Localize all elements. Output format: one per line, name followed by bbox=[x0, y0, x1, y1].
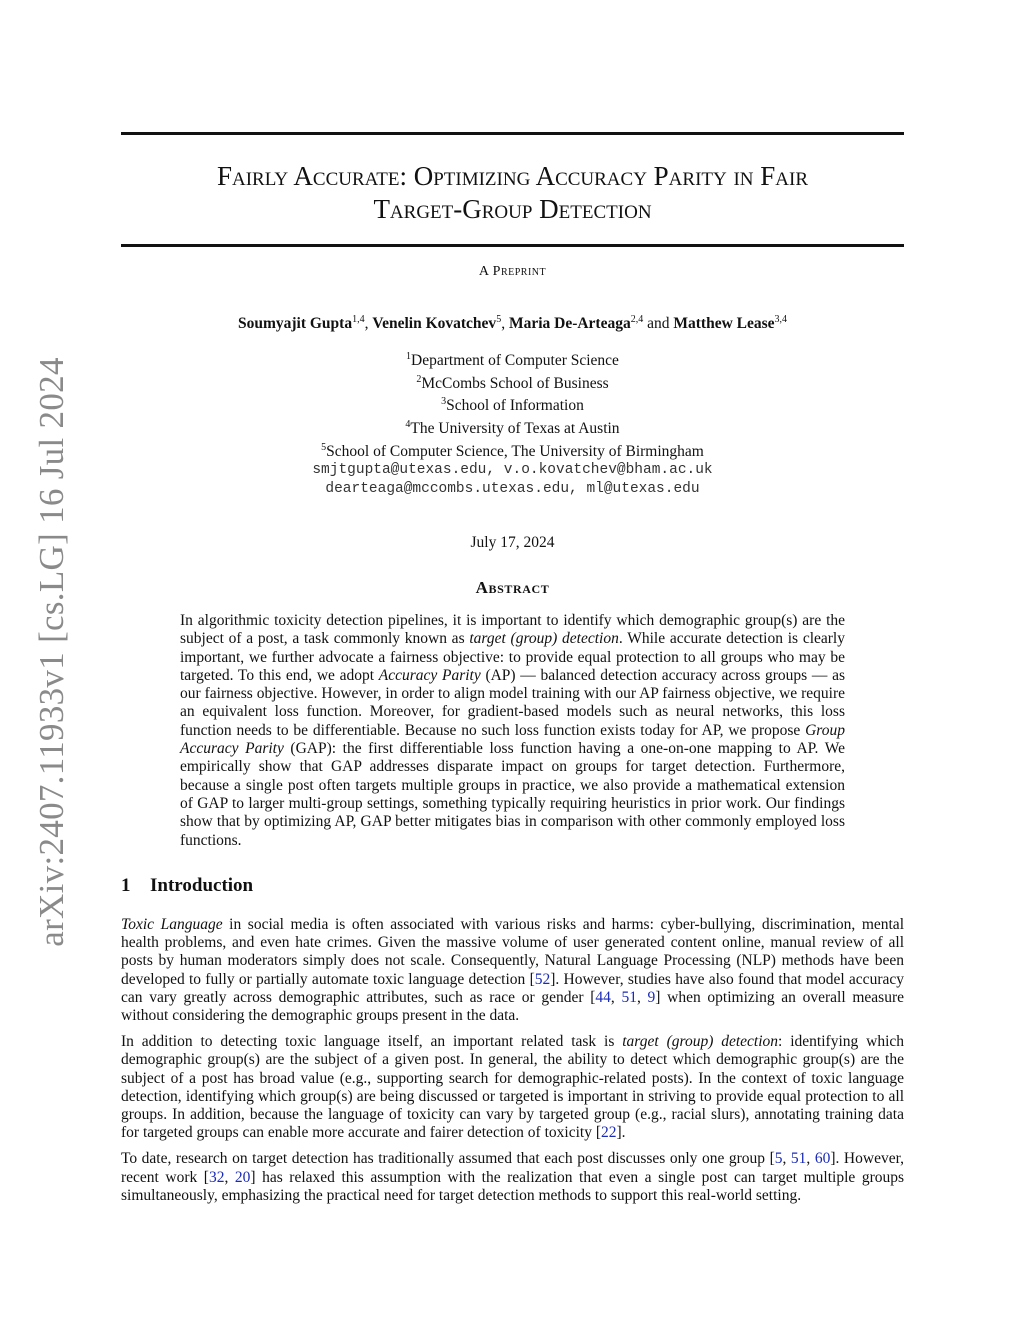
citation-link[interactable]: 32 bbox=[208, 1168, 225, 1186]
title-bottom-rule bbox=[121, 244, 904, 247]
paragraph-segment: ]. bbox=[616, 1124, 626, 1142]
preprint-label: A Preprint bbox=[478, 264, 547, 279]
author-separator: , bbox=[501, 315, 509, 333]
arxiv-stamp: arXiv:2407.11933v1 [cs.LG] 16 Jul 2024 bbox=[32, 357, 71, 947]
author-name: Maria De-Arteaga bbox=[508, 315, 631, 333]
abstract-segment: (AP) — balanced detection accuracy across groups — as our fairness objective. However, in order to align model training with our AP fairness objective, we require an equivalent loss function. Moreover, for gradient-based models such as neural networks, this loss function needs to be differentiable. Because no such loss function exists today for AP, we propose bbox=[180, 666, 846, 739]
author-name: Venelin Kovatchev bbox=[372, 315, 497, 333]
author-affil-sup: 2,4 bbox=[630, 314, 644, 325]
abstract-segment: (GAP): the first differentiable loss function having a one-on-one mapping to AP. We empirically show that GAP addresses disparate impact on groups for target detection. Furthermore, because a single post often targets multiple groups in practice, we also provide a mathematical extension of GAP to larger multi-group settings, something typically requiring heuristics in prior work. Our findings show that by optimizing AP, GAP better mitigates bias in comparison with other commonly employed loss functions. bbox=[180, 740, 845, 849]
paragraph-segment: in social media is often associated with various risks and harms: cyber-bullying, discrimination, mental health problems, and even hate crimes. Given the massive volume of user generated content online, manual review of all posts by human moderators simply does not scale. Consequently, Natural Language Processing (NLP) methods have been developed to fully or partially automate toxic language detection [ bbox=[121, 916, 904, 988]
affiliation-sup: 4 bbox=[405, 418, 411, 430]
author-affil-sup: 1,4 bbox=[352, 314, 365, 325]
author-list bbox=[121, 314, 904, 333]
citation-link[interactable]: 51 bbox=[790, 1150, 807, 1168]
author-affil-sup: 5 bbox=[496, 314, 502, 325]
paragraph-segment: In addition to detecting toxic language itself, an important related task is bbox=[121, 1033, 623, 1051]
paragraph-segment: ] when optimizing an overall measure without considering the demographic groups present in the data. bbox=[121, 988, 905, 1025]
paragraph-segment: ]. However, recent work [ bbox=[121, 1150, 904, 1186]
citation-link[interactable]: 60 bbox=[814, 1150, 831, 1168]
affiliation-line bbox=[121, 348, 904, 371]
abstract-segment: . While accurate detection is clearly important, we further advocate a fairness objective: to provide equal protection to all groups who may be targeted. To this end, we adopt bbox=[180, 630, 845, 684]
email-line[interactable]: dearteaga@mccombs.utexas.edu, ml@utexas.edu bbox=[325, 480, 700, 497]
author-name: Soumyajit Gupta bbox=[237, 315, 353, 333]
citation-link[interactable]: 44 bbox=[595, 988, 611, 1006]
email-line[interactable]: smjtgupta@utexas.edu, v.o.kovatchev@bham.ac.uk bbox=[312, 462, 713, 479]
abstract-heading: Abstract bbox=[475, 578, 550, 597]
paragraph-segment: ]. However, studies have also found that model accuracy can vary greatly across demographic attributes, such as race or gender [ bbox=[121, 970, 904, 1006]
affiliation-text: McCombs School of Business bbox=[421, 374, 609, 392]
affiliation-line bbox=[121, 371, 904, 394]
affiliation-text: The University of Texas at Austin bbox=[410, 420, 620, 438]
abstract-emphasis: target (group) detection bbox=[469, 630, 619, 648]
citation-link[interactable]: 52 bbox=[534, 970, 551, 988]
paper-title bbox=[121, 160, 904, 226]
citation-link[interactable]: 20 bbox=[234, 1168, 251, 1186]
affiliation-text: School of Computer Science, The University of Birmingham bbox=[326, 442, 704, 460]
title-line-2: Target-Group Detection bbox=[373, 194, 652, 224]
paragraph bbox=[121, 1033, 904, 1142]
affiliation-sup: 5 bbox=[321, 441, 327, 453]
author-separator: and bbox=[643, 315, 674, 333]
abstract-emphasis: Accuracy Parity bbox=[378, 666, 481, 684]
affiliations bbox=[121, 348, 904, 498]
section-heading-introduction bbox=[121, 875, 253, 897]
paragraph-segment: To date, research on target detection has traditionally assumed that each post discusses only one group [ bbox=[121, 1150, 775, 1168]
publication-date: July 17, 2024 bbox=[470, 534, 555, 551]
abstract-emphasis: Group Accuracy Parity bbox=[180, 721, 845, 758]
author-affil-sup: 3,4 bbox=[774, 314, 788, 325]
abstract-segment: In algorithmic toxicity detection pipelines, it is important to identify which demographic group(s) are the subject of a post, a task commonly known as bbox=[180, 612, 845, 648]
citation-link[interactable]: 22 bbox=[601, 1124, 617, 1142]
paragraph-emphasis: Toxic Language bbox=[121, 916, 223, 933]
title-line-1: Fairly Accurate: Optimizing Accuracy Parity in Fair bbox=[216, 161, 809, 191]
author-name: Matthew Lease bbox=[673, 315, 775, 333]
paragraph-segment: ] has relaxed this assumption with the realization that even a single post can target multiple groups simultaneously, emphasizing the practical need for target detection methods to support this real-world setting. bbox=[121, 1168, 905, 1204]
citation-link[interactable]: 51 bbox=[621, 988, 637, 1006]
affiliation-sup: 2 bbox=[416, 373, 422, 385]
affiliation-sup: 3 bbox=[441, 396, 447, 408]
title-top-rule bbox=[121, 132, 904, 135]
affiliation-line bbox=[121, 393, 904, 416]
introduction-body bbox=[121, 916, 904, 1213]
affiliation-text: School of Information bbox=[446, 397, 584, 415]
paragraph-emphasis: target (group) detection bbox=[622, 1033, 779, 1051]
affiliation-line bbox=[121, 439, 904, 462]
section-number: 1 bbox=[121, 875, 131, 896]
affiliation-line bbox=[121, 416, 904, 439]
paragraph-segment: : identifying which demographic group(s) are the subject of a given post. In general, the ability to detect which demographic group(s) are the subject of a post has broad value (e.g., supporting search for demographic-related posts). In the context of toxic language detection, identifying which group(s) are being discussed or targeted is important in striving to provide equal protection to all groups. In addition, because the language of toxicity can vary by targeted group (e.g., racial slurs), annotating training data for targeted groups can enable more accurate and fairer detection of toxicity [ bbox=[121, 1033, 904, 1142]
citation-link[interactable]: 9 bbox=[647, 988, 656, 1006]
citation-link[interactable]: 5 bbox=[774, 1150, 783, 1168]
author-separator: , bbox=[364, 315, 373, 333]
abstract-text bbox=[180, 612, 845, 850]
affiliation-text: Department of Computer Science bbox=[411, 352, 619, 370]
affiliation-sup: 1 bbox=[406, 351, 412, 362]
section-title: Introduction bbox=[150, 875, 254, 896]
paragraph: Toxic Language in social media is often associated with various risks and harms: cyber-bullying, discrimination, mental health problems, and even hate crimes. Given the massive volume of user generated content online, manual review of all posts by human moderators simply does not scale. Consequently, Natural Language Processing (NLP) methods have been developed to fully or partially automate toxic language detection [52]. However, studies have also found that model accuracy can vary greatly across demographic attributes, such as race or gender [44, 51, 9] when optimizing an overall measure without considering the demographic groups present in the data. bbox=[121, 916, 905, 1025]
paragraph: To date, research on target detection has traditionally assumed that each post discusses only one group [5, 51, 60]. However, recent work [32, 20] has relaxed this assumption with the realization that even a single post can target multiple groups simultaneously, emphasizing the practical need for target detection methods to support this real-world setting. bbox=[121, 1150, 905, 1204]
